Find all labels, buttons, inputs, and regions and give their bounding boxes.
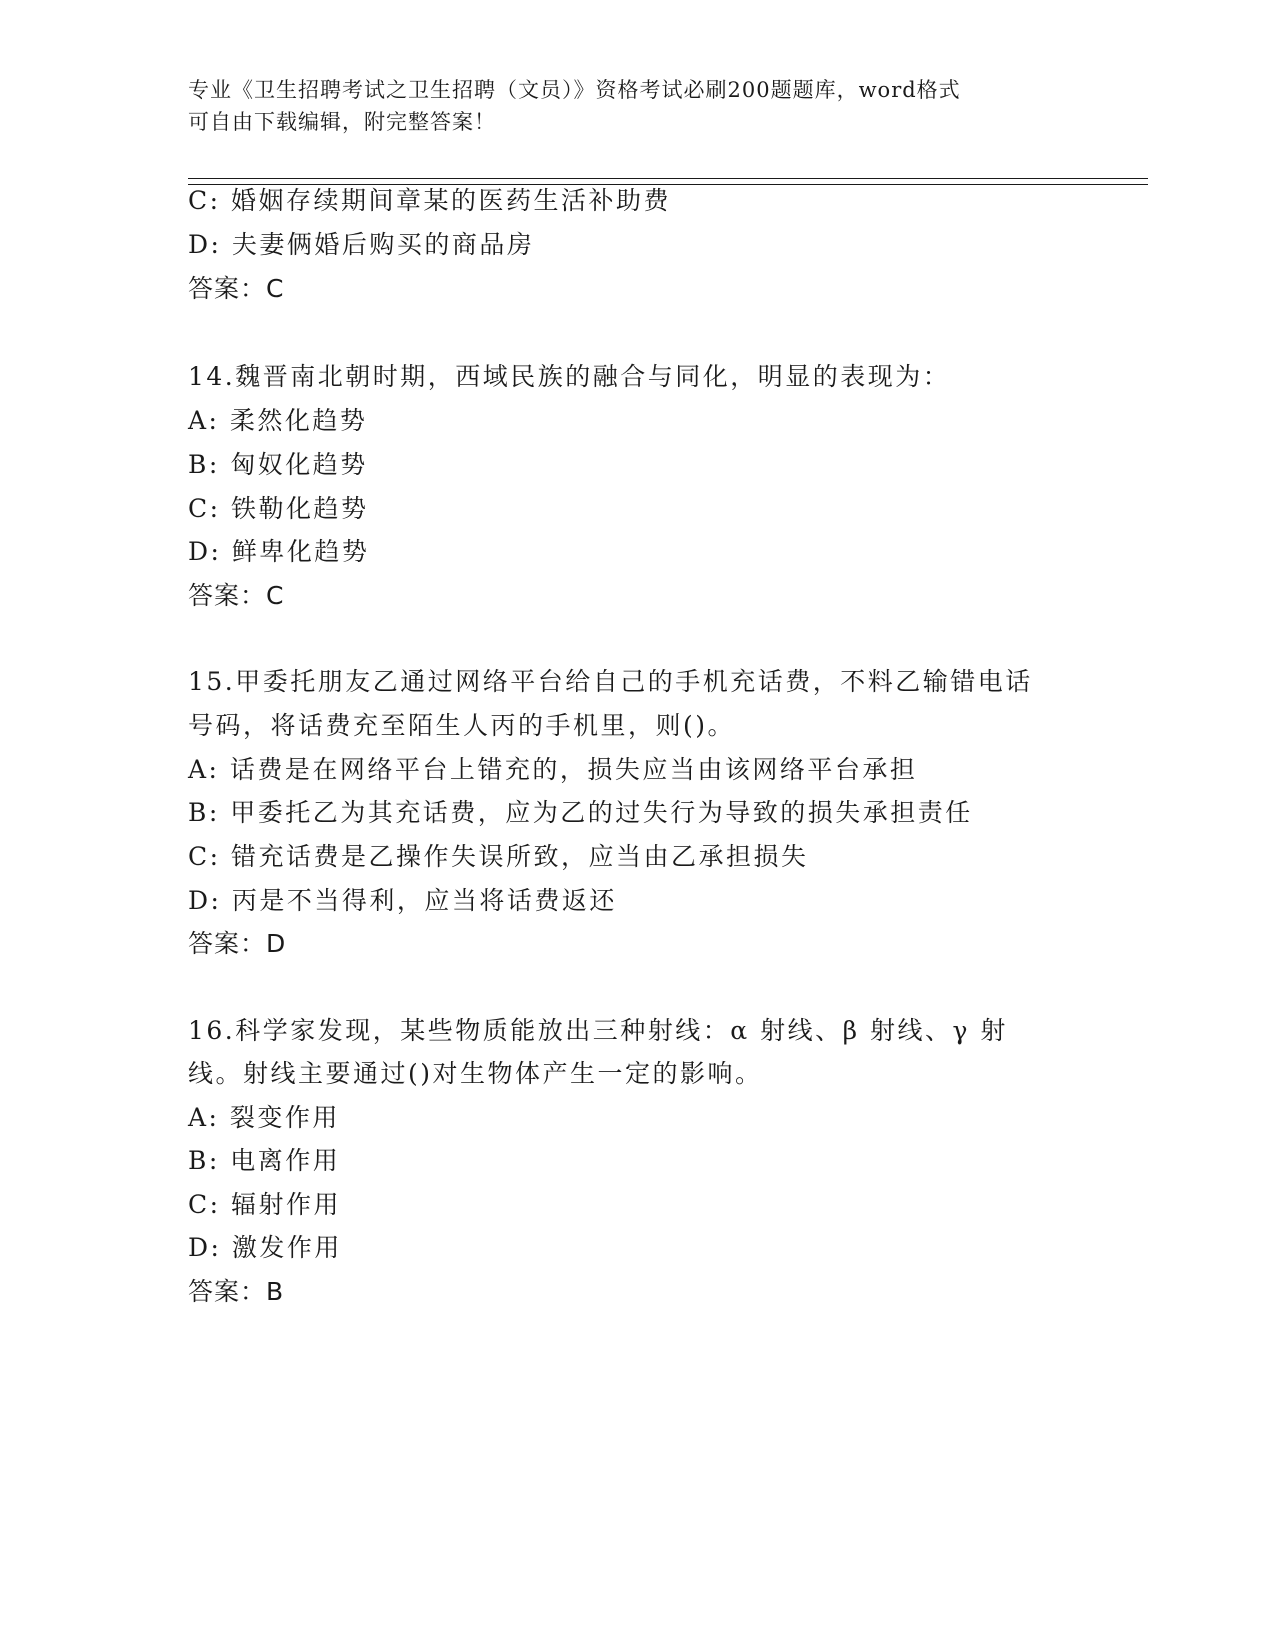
header-divider-bottom: [188, 184, 1148, 185]
prev-answer: 答案：C: [188, 274, 285, 303]
q15-stem-line-2: 号码，将话费充至陌生人丙的手机里，则()。: [188, 711, 736, 740]
q15-stem-line-1: 15.甲委托朋友乙通过网络平台给自己的手机充话费，不料乙输错电话: [188, 667, 1033, 696]
q16-option-b: B: 电离作用: [188, 1146, 341, 1175]
prev-option-d: D: 夫妻俩婚后购买的商品房: [188, 230, 535, 259]
q15-option-d: D: 丙是不当得利，应当将话费返还: [188, 886, 617, 915]
header-line-2: 可自由下载编辑，附完整答案！: [188, 110, 496, 134]
q16-stem-line-1: 16.科学家发现，某些物质能放出三种射线：α 射线、β 射线、γ 射: [188, 1016, 1008, 1045]
q14-stem: 14.魏晋南北朝时期，西域民族的融合与同化，明显的表现为：: [188, 362, 951, 391]
q16-option-a: A: 裂变作用: [188, 1103, 340, 1132]
header-line-1: 专业《卫生招聘考试之卫生招聘（文员）》资格考试必刷200题题库，word格式: [188, 78, 961, 102]
q14-option-a: A: 柔然化趋势: [188, 406, 368, 435]
prev-option-c: C: 婚姻存续期间章某的医药生活补助费: [188, 186, 671, 215]
q14-option-d: D: 鲜卑化趋势: [188, 537, 370, 566]
q14-option-c: C: 铁勒化趋势: [188, 494, 369, 523]
q14-option-b: B: 匈奴化趋势: [188, 450, 368, 479]
document-header: [188, 74, 1068, 138]
q15-answer: 答案：D: [188, 929, 287, 958]
q15-option-c: C: 错充话费是乙操作失误所致，应当由乙承担损失: [188, 842, 809, 871]
q16-answer: 答案：B: [188, 1277, 285, 1306]
q15-option-a: A: 话费是在网络平台上错充的，损失应当由该网络平台承担: [188, 755, 918, 784]
q15-option-b: B: 甲委托乙为其充话费，应为乙的过失行为导致的损失承担责任: [188, 798, 973, 827]
q14-answer: 答案：C: [188, 581, 285, 610]
q16-option-d: D: 激发作用: [188, 1233, 342, 1262]
q16-stem-line-2: 线。射线主要通过()对生物体产生一定的影响。: [188, 1059, 763, 1088]
header-divider-top: [188, 178, 1148, 179]
q16-option-c: C: 辐射作用: [188, 1190, 341, 1219]
